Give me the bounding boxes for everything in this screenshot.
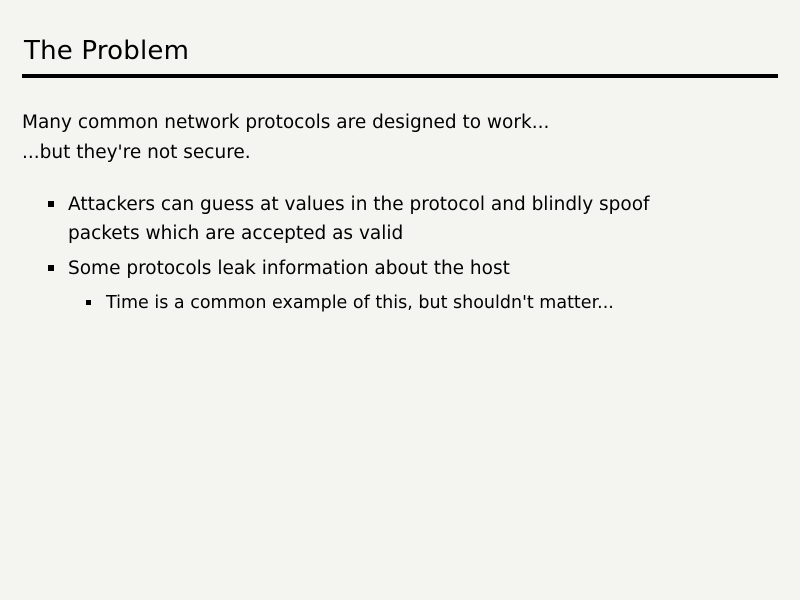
list-item [84,289,778,318]
list-item-label: Time is a common example of this, but shouldn't matter... [106,293,614,313]
lead-line-2: ...but they're not secure. [22,142,251,163]
page-title: The Problem [24,36,190,66]
slide-body [22,108,778,324]
bullet-list [22,190,778,318]
list-item [46,254,708,283]
list-item [46,190,708,248]
title-divider [22,74,778,78]
list-item-label: Some protocols leak information about the host [68,258,510,279]
lead-line-1: Many common network protocols are designed to work... [22,112,550,133]
square-bullet-icon [48,265,54,271]
list-item-label: Attackers can guess at values in the protocol and blindly spoof packets which are accepted as valid [68,194,650,244]
square-bullet-icon [86,300,91,305]
square-bullet-icon [48,201,54,207]
